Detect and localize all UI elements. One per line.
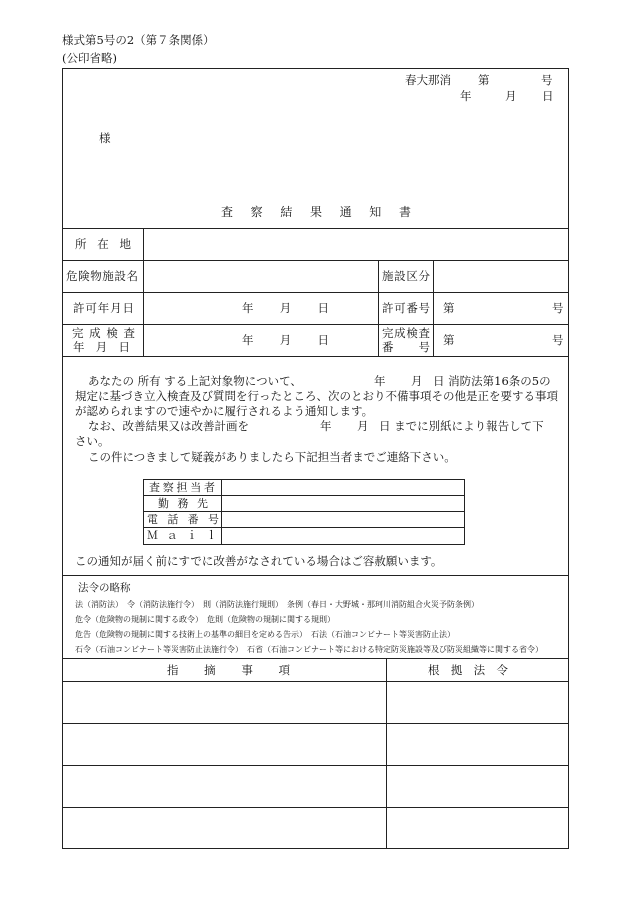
completion-number-label-line1	[382, 326, 430, 340]
document-title	[221, 205, 411, 219]
completion-number-prefix: 第	[443, 333, 455, 347]
glyph: 成	[89, 326, 101, 340]
notice-line2: 規定に基づき立入検査及び質問を行ったところ、次のとおり不備事項その他是正を要する事項	[75, 389, 558, 403]
glyph: 所	[75, 237, 87, 251]
notice-line6: この件につきまして疑義がありましたら下記担当者までご連絡下さい。	[88, 450, 456, 464]
glyph: 法	[473, 663, 486, 677]
glyph: 許	[73, 301, 85, 315]
glyph: 務	[177, 497, 189, 510]
glyph: 令	[496, 663, 508, 677]
glyph: 番	[406, 301, 418, 315]
rule-line	[63, 324, 568, 325]
contact-table	[143, 479, 465, 545]
glyph: 険	[78, 269, 90, 283]
glyph: 成	[394, 326, 406, 340]
notice-form-frame	[62, 68, 569, 849]
inspector-label	[149, 481, 215, 495]
glyph: 査	[149, 481, 160, 494]
seal-omitted-note: (公印省略)	[62, 51, 117, 65]
glyph: ｌ	[205, 529, 217, 542]
rule-line	[63, 356, 568, 357]
glyph: 許	[382, 301, 394, 315]
notice-line3: が認められますので速やかに履行されるよう通知します。	[75, 404, 374, 418]
glyph: 地	[119, 237, 131, 251]
rule-line	[63, 658, 568, 659]
glyph: 号	[418, 340, 430, 354]
rule-line	[63, 765, 568, 766]
location-label	[75, 237, 131, 251]
glyph: 番	[187, 513, 199, 526]
rule-line	[63, 807, 568, 808]
addressee-honorific: 様	[99, 131, 111, 145]
glyph: 書	[398, 205, 411, 219]
glyph: 号	[207, 513, 219, 526]
glyph: 項	[278, 663, 290, 677]
glyph: 検	[406, 326, 418, 340]
abbreviation-line: 危令（危険物の規制に関する政令） 危則（危険物の規制に関する規則）	[75, 615, 335, 624]
issue-date-day: 日	[542, 89, 554, 103]
glyph: 検	[106, 326, 118, 340]
completion-date-units	[242, 333, 329, 347]
glyph: 可	[394, 301, 406, 315]
glyph: 分	[418, 269, 430, 283]
abbreviation-line: 法（消防法） 令（消防法施行令） 則（消防法施行規則） 条例（春日・大野城・那珂川消防組合火災予防条例）	[75, 600, 479, 609]
notice-line1-month: 月	[411, 374, 423, 388]
glyph: 当	[190, 481, 202, 494]
glyph: 日	[317, 333, 329, 347]
glyph: 査	[221, 205, 234, 219]
rule-line	[144, 527, 464, 528]
rule-line	[144, 495, 464, 496]
glyph: 摘	[204, 663, 216, 677]
notice-line5: さい。	[75, 434, 110, 448]
form-number: 様式第5号の2（第７条関係）	[62, 33, 215, 47]
glyph: 月	[279, 301, 292, 315]
rule-line	[63, 681, 568, 682]
rule-line	[378, 260, 379, 356]
glyph: 可	[85, 301, 97, 315]
apology-note: この通知が届く前にすでに改善がなされている場合はご容赦願います。	[75, 554, 443, 568]
glyph: 結	[280, 205, 293, 219]
rule-line	[386, 658, 387, 848]
glyph: 設	[394, 269, 406, 283]
rule-line	[221, 480, 222, 544]
glyph: 在	[97, 237, 109, 251]
glyph: 日	[122, 301, 134, 315]
glyph: 号	[418, 301, 430, 315]
glyph: 年	[73, 340, 85, 354]
glyph: 設	[114, 269, 126, 283]
glyph: 指	[167, 663, 179, 677]
glyph: 施	[382, 269, 394, 283]
notice-line4-day-tail: 日 までに別紙により報告して下	[379, 419, 544, 433]
document-number-suffix: 号	[541, 73, 553, 87]
glyph: 施	[102, 269, 114, 283]
rule-line	[63, 260, 568, 261]
completion-date-label-line2	[73, 340, 130, 354]
mail-label	[147, 529, 217, 543]
glyph: 察	[250, 205, 263, 219]
glyph: 月	[110, 301, 122, 315]
rule-line	[433, 260, 434, 356]
rule-line	[63, 723, 568, 724]
abbreviation-line: 石令（石油コンビナート等災害防止法施行令） 石省（石油コンビナート等における特定防災施設等及び防災組織等に関する省令）	[75, 645, 543, 654]
glyph: 区	[406, 269, 418, 283]
rule-line	[144, 511, 464, 512]
rule-line	[63, 575, 568, 576]
findings-basis-header	[428, 663, 508, 677]
glyph: 勤	[158, 497, 169, 510]
abbreviations-heading: 法令の略称	[78, 582, 131, 594]
glyph: 日	[118, 340, 130, 354]
glyph: 物	[90, 269, 102, 283]
notice-line4-text: なお、改善結果又は改善計画を	[88, 419, 249, 433]
office-code: 春大那消	[405, 73, 451, 87]
permit-number-suffix: 号	[552, 301, 564, 315]
glyph: ａ	[166, 529, 178, 542]
document-number-prefix: 第	[478, 73, 490, 87]
rule-line	[143, 228, 144, 356]
glyph: 事	[241, 663, 253, 677]
glyph: ｉ	[186, 529, 198, 542]
notice-line1-day-tail: 日 消防法第16条の5の	[433, 374, 551, 388]
glyph: 話	[167, 513, 179, 526]
glyph: Ｍ	[147, 529, 158, 542]
glyph: 査	[418, 326, 430, 340]
glyph: 先	[197, 497, 208, 510]
facility-type-label	[382, 269, 430, 283]
glyph: 電	[147, 513, 158, 526]
glyph: 月	[95, 340, 108, 354]
glyph: 察	[162, 481, 174, 494]
glyph: 年	[242, 333, 254, 347]
glyph: 年	[242, 301, 254, 315]
issue-date-month: 月	[505, 89, 517, 103]
findings-item-header	[167, 663, 290, 677]
glyph: 根	[428, 663, 440, 677]
permit-number-label	[382, 301, 430, 315]
glyph: 査	[123, 326, 135, 340]
glyph: 年	[97, 301, 110, 315]
completion-date-label-line1	[72, 326, 135, 340]
notice-line4-year: 年	[320, 419, 332, 433]
glyph: 拠	[450, 663, 463, 677]
rule-line	[63, 292, 568, 293]
glyph: 担	[176, 481, 188, 494]
completion-number-suffix: 号	[552, 333, 564, 347]
glyph: 番	[382, 340, 394, 354]
completion-number-label-line2	[382, 340, 430, 354]
glyph: 名	[126, 269, 138, 283]
glyph: 月	[279, 333, 292, 347]
phone-label	[147, 513, 219, 527]
glyph: 者	[204, 481, 215, 494]
glyph: 完	[382, 326, 394, 340]
permit-date-units	[242, 301, 329, 315]
abbreviation-line: 危告（危険物の規制に関する技術上の基準の細目を定める告示） 石法（石油コンビナート等災害防止法）	[75, 630, 455, 639]
notice-line1-year: 年	[374, 374, 386, 388]
glyph: 危	[66, 269, 78, 283]
glyph: 果	[309, 205, 322, 219]
permit-number-prefix: 第	[443, 301, 455, 315]
glyph: 知	[369, 205, 382, 219]
glyph: 通	[339, 205, 352, 219]
facility-name-label	[66, 269, 138, 283]
issue-date-year: 年	[460, 89, 472, 103]
workplace-label	[158, 497, 208, 511]
permit-date-label	[73, 301, 134, 315]
rule-line	[63, 228, 568, 229]
glyph: 完	[72, 326, 84, 340]
notice-line1-text: あなたの 所有 する上記対象物について、	[88, 374, 302, 388]
glyph: 日	[317, 301, 329, 315]
notice-line4-month: 月	[357, 419, 369, 433]
